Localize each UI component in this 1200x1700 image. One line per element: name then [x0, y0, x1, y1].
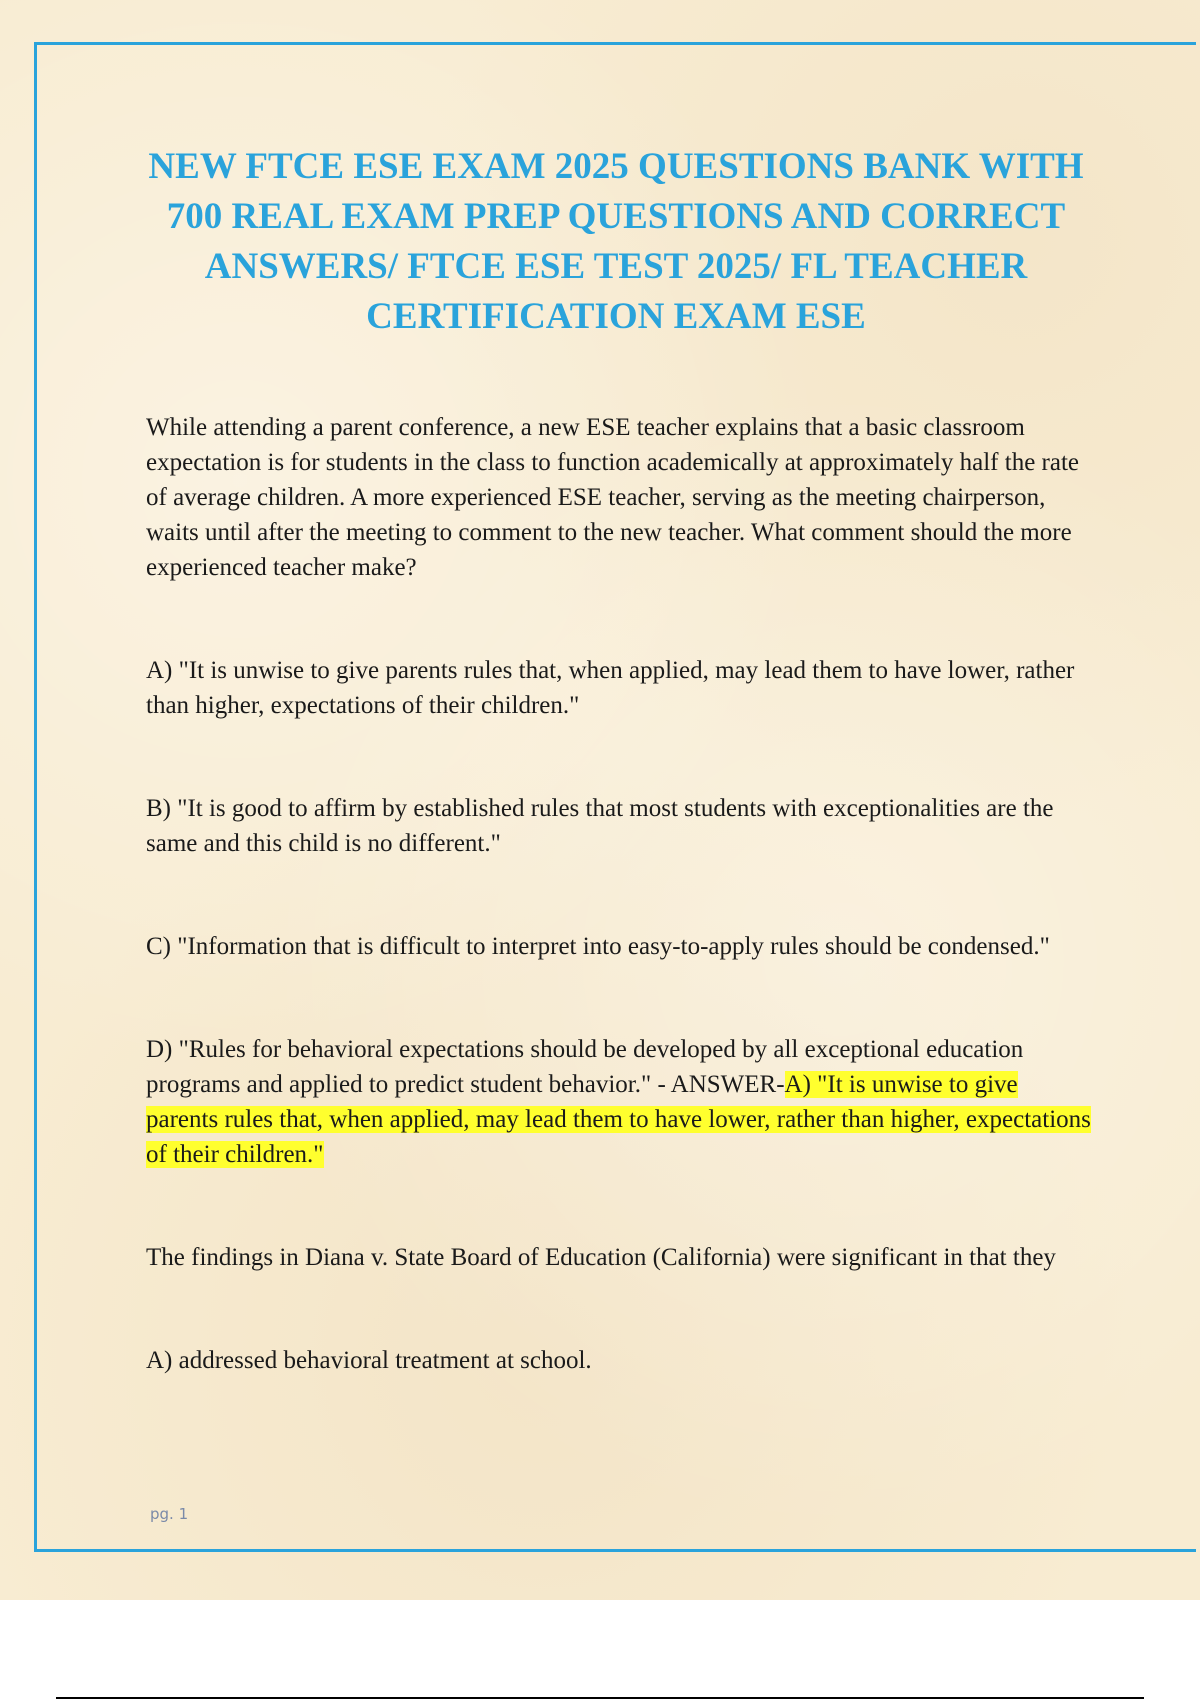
question-1-option-d-with-answer [146, 1032, 1096, 1172]
question-1-stem: While attending a parent conference, a new ESE teacher explains that a basic classroom expectation is for students in the class to function academically at approximately half the rate of average children. A more experienced ESE teacher, serving as the meeting chairperson, waits until after the meeting to comment to the new teacher. What comment should the more experienced teacher make? [146, 414, 1080, 581]
answer-label: - ANSWER- [651, 1071, 785, 1098]
bottom-divider [56, 1697, 1144, 1699]
question-2-option-a: A) addressed behavioral treatment at school. [146, 1347, 592, 1374]
question-1-option-b: B) "It is good to affirm by established rules that most students with exceptionalities are the same and this child is no different." [146, 795, 1054, 857]
question-2-stem: The findings in Diana v. State Board of Education (California) were significant in that they [146, 1244, 1056, 1271]
document-title: NEW FTCE ESE EXAM 2025 QUESTIONS BANK WITH 700 REAL EXAM PREP QUESTIONS AND CORRECT ANSWERS/ FTCE ESE TEST 2025/ FL TEACHER CERTIFICATION EXAM ESE [148, 146, 1084, 337]
question-1-option-c: C) "Information that is difficult to interpret into easy-to-apply rules should be condensed." [146, 933, 1050, 960]
highlighted-answer: A) "It is unwise to give parents rules that, when applied, may lead them to have lower, rather than higher, expectations of their children." [146, 1071, 1091, 1168]
question-1-option-d: D) "Rules for behavioral expectations should be developed by all exceptional education programs and applied to predict student behavior." [146, 1036, 1024, 1098]
question-1-option-a: A) "It is unwise to give parents rules that, when applied, may lead them to have lower, rather than higher, expectations of their children." [146, 657, 1075, 719]
page-number: pg. 1 [150, 1505, 189, 1523]
document-content [146, 410, 1096, 1378]
